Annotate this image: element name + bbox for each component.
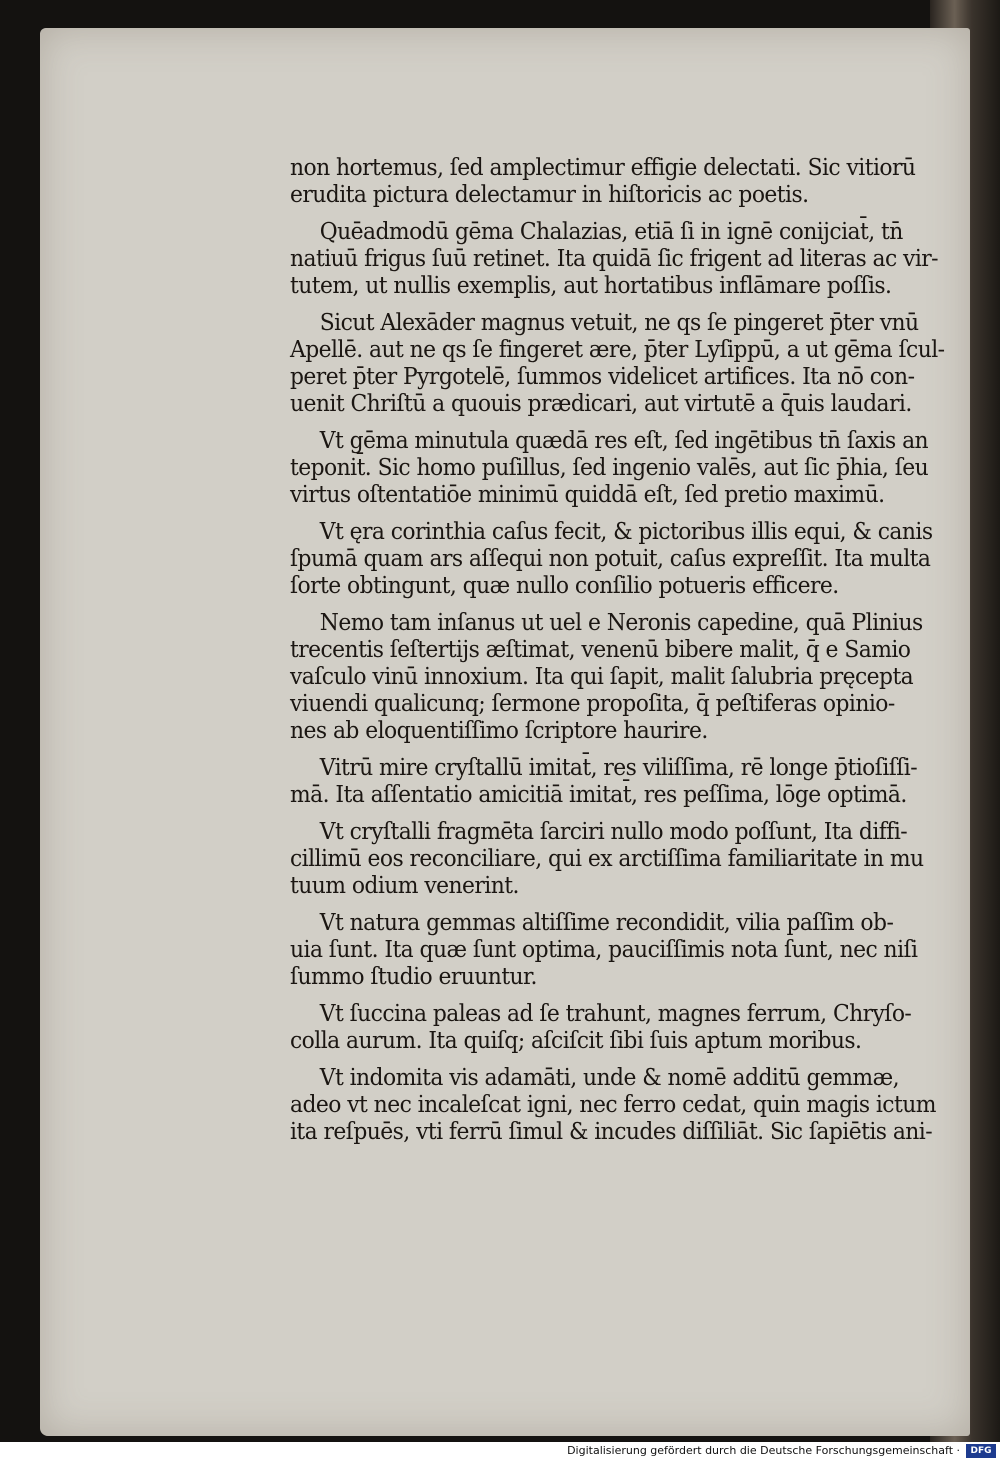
paragraph [290, 1064, 982, 1145]
paragraph [290, 609, 982, 744]
text-block [290, 154, 982, 1155]
text-line: tuum odium venerint. [290, 871, 519, 899]
footer-credit: Digitalisierung gefördert durch die Deutsche Forschungsgemeinschaft · [567, 1444, 960, 1457]
text-line: mā. Ita aſſentatio amicitiā imitat̄, res peſſima, lōge optimā. [290, 780, 907, 808]
text-line: Vitrū mire cryſtallū imitat̄, res viliſſima, rē longe p̄tioſiſſi- [319, 753, 918, 781]
paragraph [290, 909, 982, 990]
text-line: ita reſpuēs, vti ferrū ſimul & incudes diſſiliāt. Sic ſapiētis ani- [290, 1117, 933, 1145]
text-line: adeo vt nec incaleſcat igni, nec ferro cedat, quin magis ictum [290, 1090, 936, 1118]
text-line: non hortemus, ſed amplectimur effigie delectati. Sic vitiorū [290, 153, 916, 181]
paragraph [290, 818, 982, 899]
text-line: ſpumā quam ars aſſequi non potuit, caſus expreſſit. Ita multa [290, 544, 931, 572]
paragraph [290, 1000, 982, 1054]
text-line: colla aurum. Ita quiſq; aſciſcit ſibi ſuis aptum moribus. [290, 1026, 862, 1054]
paragraph [290, 154, 982, 208]
text-line: trecentis ſeſtertijs æſtimat, venenū bibere malit, q̄ e Samio [290, 635, 911, 663]
text-line: nes ab eloquentiſſimo ſcriptore haurire. [290, 716, 708, 744]
paragraph [290, 218, 982, 299]
paragraph [290, 518, 982, 599]
text-line: Vt natura gemmas altiſſime recondidit, vilia paſſim ob- [319, 908, 894, 936]
text-line: Vt gēma minutula quædā res eſt, ſed ingētibus tn̄ ſaxis an [319, 426, 929, 454]
text-line: uenit Chriſtū a quouis prædicari, aut virtutē a q̄uis laudari. [290, 389, 912, 417]
text-line: virtus oſtentatiōe minimū quiddā eſt, ſed pretio maximū. [290, 480, 885, 508]
text-line: cillimū eos reconciliare, qui ex arctiſſima familiaritate in mu [290, 844, 924, 872]
paragraph [290, 754, 982, 808]
text-line: teponit̄. Sic homo puſillus, ſed ingenio valēs, aut ſic p̄hia, ſeu [290, 453, 929, 481]
text-line: uia ſunt. Ita quæ ſunt optima, pauciſſimis nota ſunt, nec niſi [290, 935, 918, 963]
text-line: vaſculo vinū innoxium. Ita qui ſapit, malit ſalubria pręcepta [290, 662, 914, 690]
text-line: ſorte obtingunt, quæ nullo conſilio potueris efficere. [290, 571, 839, 599]
text-line: peret p̄ter Pyrgotelē, ſummos videlicet artifices. Ita nō con- [290, 362, 915, 390]
text-line: Nemo tam inſanus ut uel e Neronis capedine, quā Plinius [319, 608, 923, 636]
text-line: Vt indomita vis adamāti, unde & nomē additū gemmæ, [319, 1063, 899, 1091]
text-line: Vt ęra corinthia caſus fecit, & pictoribus illis equi, & canis [319, 517, 933, 545]
text-line: Apellē. aut ne qs ſe fingeret ære, p̄ter Lyſippū, a ut gēma ſcul- [290, 335, 945, 363]
text-line: Vt ſuccina paleas ad ſe trahunt, magnes ferrum, Chryſo- [319, 999, 912, 1027]
text-line: Sicut Alexāder magnus vetuit, ne qs ſe pingeret p̄ter vnū [319, 308, 919, 336]
text-line: erudita pictura delectamur in hiſtoricis ac poetis. [290, 180, 809, 208]
footer-bar [0, 1442, 1000, 1461]
text-line: tutem, ut nullis exemplis, aut hortatibus inflāmare poſſis. [290, 271, 892, 299]
text-line: Quēadmodū gēma Chalazias, etiā ſi in ignē conijciat̄, tn̄ [319, 217, 903, 245]
text-line: natiuū frigus ſuū retinet. Ita quidā ſic frigent ad literas ac vir- [290, 244, 939, 272]
paragraph [290, 427, 982, 508]
text-line: ſummo ſtudio eruuntur. [290, 962, 537, 990]
text-line: Vt cryſtalli fragmēta ſarciri nullo modo poſſunt, Ita diffi- [319, 817, 908, 845]
text-line: viuendi qualicunq; ſermone propoſita, q̄ peſtiferas opinio- [290, 689, 895, 717]
dfg-logo: DFG [966, 1444, 996, 1458]
paragraph [290, 309, 982, 417]
book-page [40, 28, 970, 1436]
